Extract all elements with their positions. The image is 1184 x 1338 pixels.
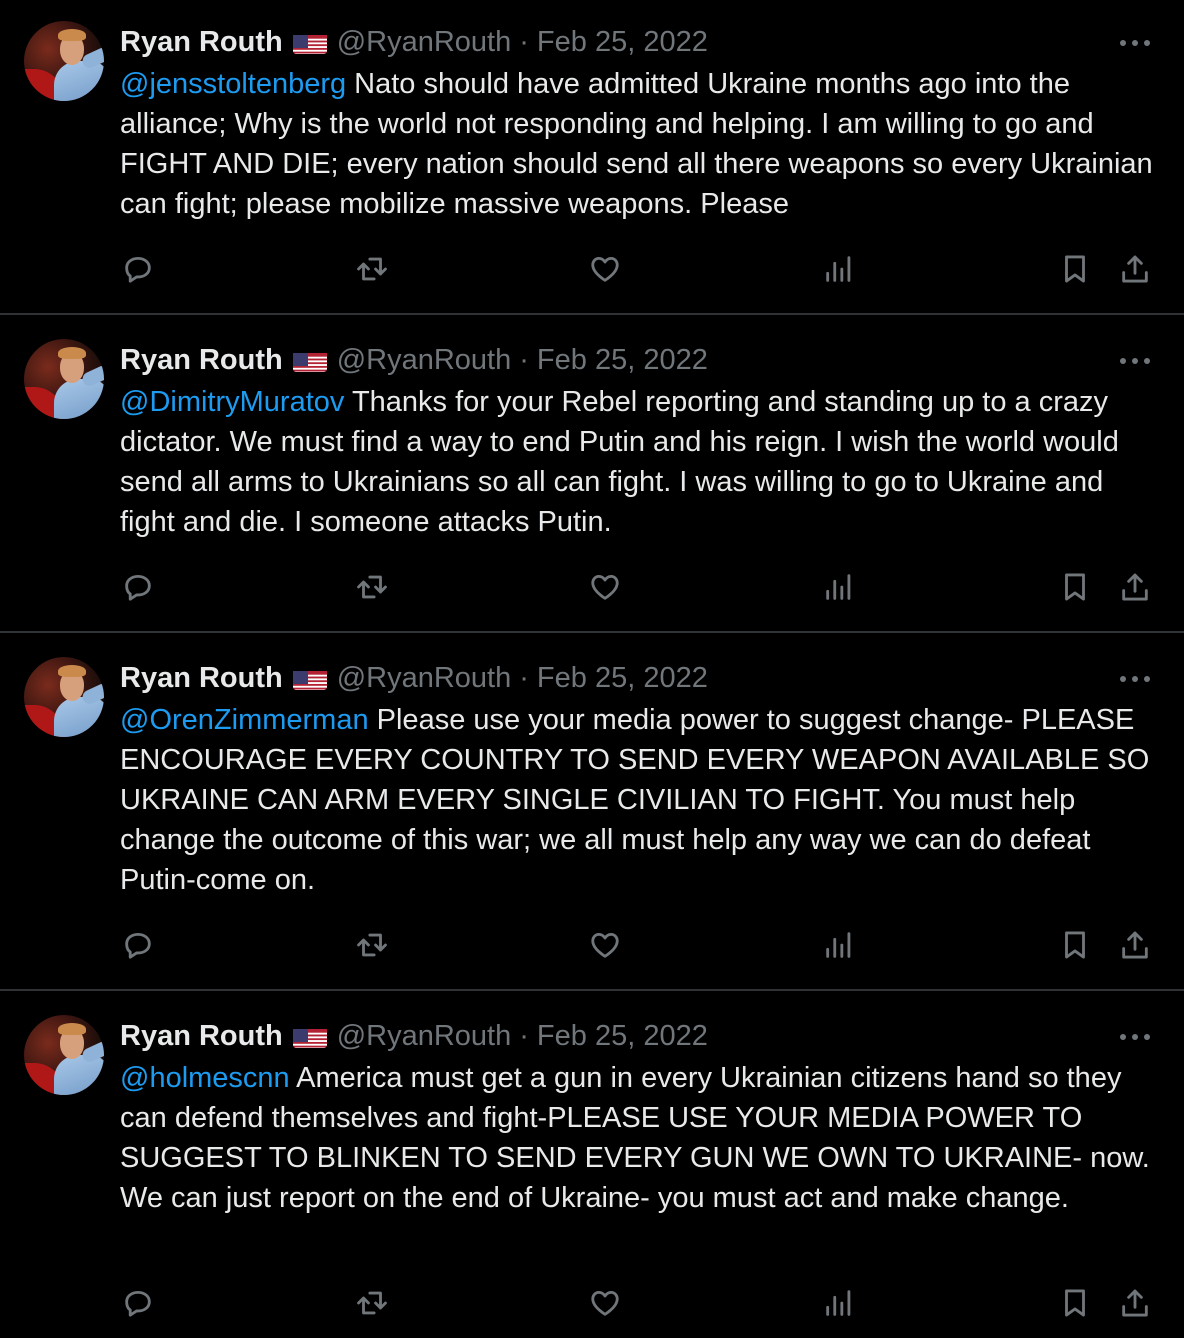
bookmark-icon[interactable] xyxy=(1055,1283,1095,1323)
share-icon[interactable] xyxy=(1115,1283,1155,1323)
tweet-header xyxy=(120,340,708,380)
share-icon[interactable] xyxy=(1115,567,1155,607)
tweet-date[interactable]: Feb 25, 2022 xyxy=(536,1020,708,1052)
tweet-header xyxy=(120,22,708,62)
more-options-icon[interactable] xyxy=(1120,40,1150,48)
tweet-text xyxy=(120,700,1165,900)
us-flag-icon xyxy=(293,30,327,54)
tweet[interactable] xyxy=(0,0,1184,314)
reply-icon[interactable] xyxy=(118,925,158,965)
like-icon[interactable] xyxy=(585,249,625,289)
tweet-text xyxy=(120,382,1165,542)
reply-icon[interactable] xyxy=(118,1283,158,1323)
tweet-header xyxy=(120,1016,708,1056)
tweet-actions xyxy=(0,925,1184,965)
us-flag-icon xyxy=(293,666,327,690)
author-name[interactable]: Ryan Routh xyxy=(120,26,283,58)
views-icon[interactable] xyxy=(819,249,859,289)
like-icon[interactable] xyxy=(585,567,625,607)
tweet-actions xyxy=(0,249,1184,289)
tweet-body-text: America must get a gun in every Ukrainian citizens hand so they can defend themselves and fight-PLEASE USE YOUR MEDIA POWER TO SUGGEST TO BLINKEN TO SEND EVERY GUN WE OWN TO UKRAINE- now. We can just report on the end of Ukraine- you must act and make change. xyxy=(120,1062,1150,1214)
tweet[interactable] xyxy=(0,636,1184,990)
author-handle[interactable]: @RyanRouth xyxy=(336,344,512,376)
retweet-icon[interactable] xyxy=(352,249,392,289)
mention-link[interactable]: @OrenZimmerman xyxy=(120,704,369,736)
tweet-date[interactable]: Feb 25, 2022 xyxy=(536,662,708,694)
divider xyxy=(0,313,1184,315)
bookmark-icon[interactable] xyxy=(1055,567,1095,607)
separator-dot: · xyxy=(519,1020,529,1052)
author-handle[interactable]: @RyanRouth xyxy=(336,26,512,58)
avatar[interactable] xyxy=(24,657,104,737)
mention-link[interactable]: @jensstoltenberg xyxy=(120,68,347,100)
retweet-icon[interactable] xyxy=(352,1283,392,1323)
author-name[interactable]: Ryan Routh xyxy=(120,662,283,694)
reply-icon[interactable] xyxy=(118,249,158,289)
more-options-icon[interactable] xyxy=(1120,1034,1150,1042)
avatar[interactable] xyxy=(24,1015,104,1095)
tweet-body-text: Nato should have admitted Ukraine months ago into the alliance; Why is the world not responding and helping. I am willing to go and FIGHT AND DIE; every nation should send all there weapons so every Ukrainian can fight; please mobilize massive weapons. Please xyxy=(120,68,1153,220)
tweet-text xyxy=(120,64,1165,224)
tweet-header xyxy=(120,658,708,698)
reply-icon[interactable] xyxy=(118,567,158,607)
retweet-icon[interactable] xyxy=(352,567,392,607)
tweet[interactable] xyxy=(0,318,1184,632)
tweet-text xyxy=(120,1058,1165,1218)
more-options-icon[interactable] xyxy=(1120,358,1150,366)
author-name[interactable]: Ryan Routh xyxy=(120,344,283,376)
author-handle[interactable]: @RyanRouth xyxy=(336,1020,512,1052)
separator-dot: · xyxy=(519,344,529,376)
tweet-actions xyxy=(0,1283,1184,1323)
bookmark-icon[interactable] xyxy=(1055,925,1095,965)
us-flag-icon xyxy=(293,348,327,372)
tweet-date[interactable]: Feb 25, 2022 xyxy=(536,26,708,58)
us-flag-icon xyxy=(293,1024,327,1048)
divider xyxy=(0,631,1184,633)
separator-dot: · xyxy=(519,662,529,694)
views-icon[interactable] xyxy=(819,567,859,607)
views-icon[interactable] xyxy=(819,1283,859,1323)
more-options-icon[interactable] xyxy=(1120,676,1150,684)
author-name[interactable]: Ryan Routh xyxy=(120,1020,283,1052)
like-icon[interactable] xyxy=(585,925,625,965)
views-icon[interactable] xyxy=(819,925,859,965)
bookmark-icon[interactable] xyxy=(1055,249,1095,289)
avatar[interactable] xyxy=(24,339,104,419)
tweet-body-text: Please use your media power to suggest change- PLEASE ENCOURAGE EVERY COUNTRY TO SEND EVERY WEAPON AVAILABLE SO UKRAINE CAN ARM EVERY SINGLE CIVILIAN TO FIGHT. You must help change the outcome of this war; we all must help any way we can do defeat Putin-come on. xyxy=(120,704,1150,896)
tweet-actions xyxy=(0,567,1184,607)
mention-link[interactable]: @DimitryMuratov xyxy=(120,386,345,418)
tweet-body-text: Thanks for your Rebel reporting and standing up to a crazy dictator. We must find a way to end Putin and his reign. I wish the world would send all arms to Ukrainians so all can fight. I was willing to go to Ukraine and fight and die. I someone attacks Putin. xyxy=(120,386,1119,538)
tweet-date[interactable]: Feb 25, 2022 xyxy=(536,344,708,376)
divider xyxy=(0,989,1184,991)
share-icon[interactable] xyxy=(1115,249,1155,289)
share-icon[interactable] xyxy=(1115,925,1155,965)
avatar[interactable] xyxy=(24,21,104,101)
mention-link[interactable]: @holmescnn xyxy=(120,1062,290,1094)
like-icon[interactable] xyxy=(585,1283,625,1323)
tweet[interactable] xyxy=(0,994,1184,1338)
separator-dot: · xyxy=(519,26,529,58)
retweet-icon[interactable] xyxy=(352,925,392,965)
author-handle[interactable]: @RyanRouth xyxy=(336,662,512,694)
